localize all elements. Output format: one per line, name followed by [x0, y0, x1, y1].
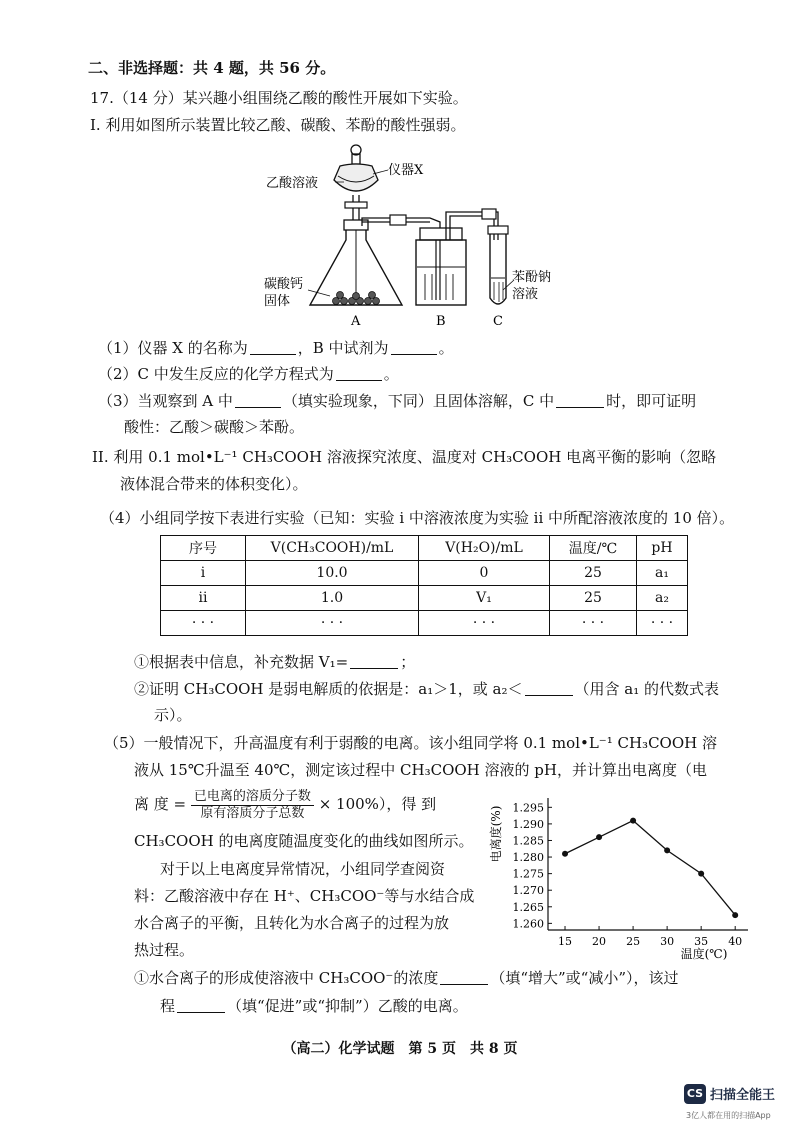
label-caco3-line1: 碳酸钙 [264, 277, 304, 292]
table-header: V(H₂O)/mL [419, 536, 550, 561]
q1-text-c: 。 [438, 339, 454, 357]
table-cell: i [161, 561, 246, 586]
page-footer: （高二）化学试题 第 5 页 共 8 页 [282, 1041, 518, 1057]
y-tick-label: 1.260 [512, 917, 544, 931]
part-1-title: I. 利用如图所示装置比较乙酸、碳酸、苯酚的酸性强弱。 [90, 116, 466, 134]
scanner-watermark [678, 1082, 796, 1126]
question-5-line-5: 对于以上电离度异常情况，小组同学查阅资 [160, 860, 446, 878]
question-5-1 [134, 968, 679, 988]
data-point [596, 834, 602, 840]
label-acetic-solution: 乙酸溶液 [266, 176, 319, 191]
x-tick-label: 15 [558, 935, 573, 948]
table-cell: · · · [419, 611, 550, 636]
table-cell: 1.0 [246, 586, 419, 611]
scanner-logo-icon: CS [684, 1084, 706, 1104]
y-tick-label: 1.270 [512, 884, 544, 898]
data-point [562, 851, 568, 857]
formula-fraction [191, 789, 314, 822]
series-line [565, 821, 735, 916]
x-tick-label: 35 [694, 935, 709, 948]
question-5-line-6: 料：乙酸溶液中存在 H⁺、CH₃COO⁻等与水结合成 [134, 887, 475, 905]
q4-2-blank [525, 680, 573, 696]
y-axis-label: 电离度(%) [489, 805, 503, 863]
x-axis-label: 温度(℃) [680, 947, 728, 961]
question-5-line-8: 热过程。 [134, 941, 195, 959]
q1-blank-2 [391, 339, 437, 355]
table-cell: · · · [637, 611, 688, 636]
label-caco3-line2: 固体 [264, 294, 291, 309]
experiment-table [160, 535, 688, 636]
formula-numerator: 已电离的溶质分子数 [191, 789, 314, 806]
table-header-row [161, 536, 688, 561]
data-point [698, 871, 704, 877]
q4-1-blank [350, 653, 398, 669]
question-4-intro: （4）小组同学按下表进行实验（已知：实验 i 中溶液浓度为实验 ii 中所配溶液浓度的 10 倍）。 [100, 509, 735, 527]
table-row [161, 611, 688, 636]
label-a: A [351, 314, 361, 329]
formula-rhs: × 100%），得 到 [318, 795, 437, 813]
table-row [161, 586, 688, 611]
q5-1-text-c: 程 [160, 997, 176, 1015]
y-tick-label: 1.275 [512, 867, 544, 881]
label-b: B [436, 314, 446, 329]
label-c: C [493, 314, 503, 329]
y-tick-label: 1.280 [512, 851, 544, 865]
y-tick-label: 1.290 [512, 817, 544, 831]
question-1 [98, 338, 454, 358]
q1-text-b: ，B 中试剂为 [297, 339, 389, 357]
q3-blank-1 [235, 392, 281, 408]
table-cell: · · · [246, 611, 419, 636]
ionization-formula [134, 786, 436, 822]
q4-2-text-b: （用含 a₁ 的代数式表 [574, 680, 719, 698]
q3-text-b: （填实验现象，下同）且固体溶解，C 中 [282, 392, 555, 410]
q4-2-text-a: ②证明 CH₃COOH 是弱电解质的依据是：a₁＞1，或 a₂＜ [134, 680, 523, 698]
y-tick-label: 1.265 [512, 900, 544, 914]
q5-1-blank-1 [440, 969, 488, 985]
scanner-name: 扫描全能王 [710, 1088, 776, 1103]
label-instrument-x: 仪器X [388, 163, 424, 178]
part-2-line-1: II. 利用 0.1 mol•L⁻¹ CH₃COOH 溶液探究浓度、温度对 CH₃COOH 电离平衡的影响（忽略 [92, 448, 717, 466]
question-3-continued: 酸性：乙酸＞碳酸＞苯酚。 [124, 418, 305, 436]
label-phenolate-line2: 溶液 [512, 287, 539, 302]
question-5-line-2: 液从 15℃升温至 40℃，测定该过程中 CH₃COOH 溶液的 pH，并计算出电离度（电 [134, 761, 707, 779]
question-5-line-4: CH₃COOH 的电离度随温度变化的曲线如图所示。 [134, 832, 474, 850]
q3-text-a: （3）当观察到 A 中 [98, 392, 233, 410]
question-5-1-continued [160, 996, 468, 1016]
data-point [732, 912, 738, 918]
q1-text-a: （1）仪器 X 的名称为 [98, 339, 248, 357]
table-cell: a₁ [637, 561, 688, 586]
q5-1-text-b: （填“增大”或“减小”），该过 [490, 969, 679, 987]
q5-1-blank-2 [177, 997, 225, 1013]
question-17-title: 17.（14 分）某兴趣小组围绕乙酸的酸性开展如下实验。 [90, 89, 468, 107]
section-title: 二、非选择题：共 4 题，共 56 分。 [88, 59, 336, 77]
table-cell: ii [161, 586, 246, 611]
y-tick-label: 1.285 [512, 834, 544, 848]
q4-1-text-b: ； [400, 653, 416, 671]
y-tick-label: 1.295 [512, 801, 544, 815]
table-cell: 0 [419, 561, 550, 586]
q3-blank-2 [556, 392, 604, 408]
q2-blank [336, 365, 382, 381]
q3-text-c: 时，即可证明 [606, 392, 697, 410]
table-cell: · · · [161, 611, 246, 636]
q5-1-text-a: ①水合离子的形成使溶液中 CH₃COO⁻的浓度 [134, 969, 439, 987]
table-cell: 10.0 [246, 561, 419, 586]
question-3 [98, 391, 696, 411]
table-cell: a₂ [637, 586, 688, 611]
apparatus-diagram [260, 140, 570, 335]
question-5-line-7: 水合离子的平衡，且转化为水合离子的过程为放 [134, 914, 450, 932]
x-tick-label: 25 [626, 935, 641, 948]
q2-text-a: （2）C 中发生反应的化学方程式为 [98, 365, 334, 383]
part-2-line-2: 液体混合带来的体积变化）。 [120, 475, 308, 493]
formula-denominator: 原有溶质分子总数 [200, 805, 305, 821]
table-header: 序号 [161, 536, 246, 561]
formula-lhs: 离 度 = [134, 795, 187, 813]
x-tick-label: 40 [728, 935, 743, 948]
table-cell: 25 [550, 561, 637, 586]
scanner-tagline: 3亿人都在用的扫描App [686, 1111, 771, 1120]
table-cell: 25 [550, 586, 637, 611]
x-tick-label: 30 [660, 935, 675, 948]
table-cell: V₁ [419, 586, 550, 611]
x-tick-label: 20 [592, 935, 607, 948]
data-point [630, 818, 636, 824]
table-header: 温度/℃ [550, 536, 637, 561]
table-header: pH [637, 536, 688, 561]
question-4-2-continued: 示）。 [154, 706, 192, 724]
data-point [664, 847, 670, 853]
label-phenolate-line1: 苯酚钠 [512, 270, 552, 285]
q1-blank-1 [250, 339, 296, 355]
question-4-2 [134, 679, 719, 699]
question-2 [98, 364, 399, 384]
table-cell: · · · [550, 611, 637, 636]
q5-1-text-d: （填“促进”或“抑制”）乙酸的电离。 [227, 997, 468, 1015]
q2-text-b: 。 [383, 365, 399, 383]
table-header: V(CH₃COOH)/mL [246, 536, 419, 561]
question-5-line-1: （5）一般情况下，升高温度有利于弱酸的电离。该小组同学将 0.1 mol•L⁻¹ CH₃COOH 溶 [104, 734, 717, 752]
ionization-degree-chart [486, 790, 766, 962]
question-4-1 [134, 652, 415, 672]
q4-1-text-a: ①根据表中信息，补充数据 V₁= [134, 653, 349, 671]
table-row [161, 561, 688, 586]
